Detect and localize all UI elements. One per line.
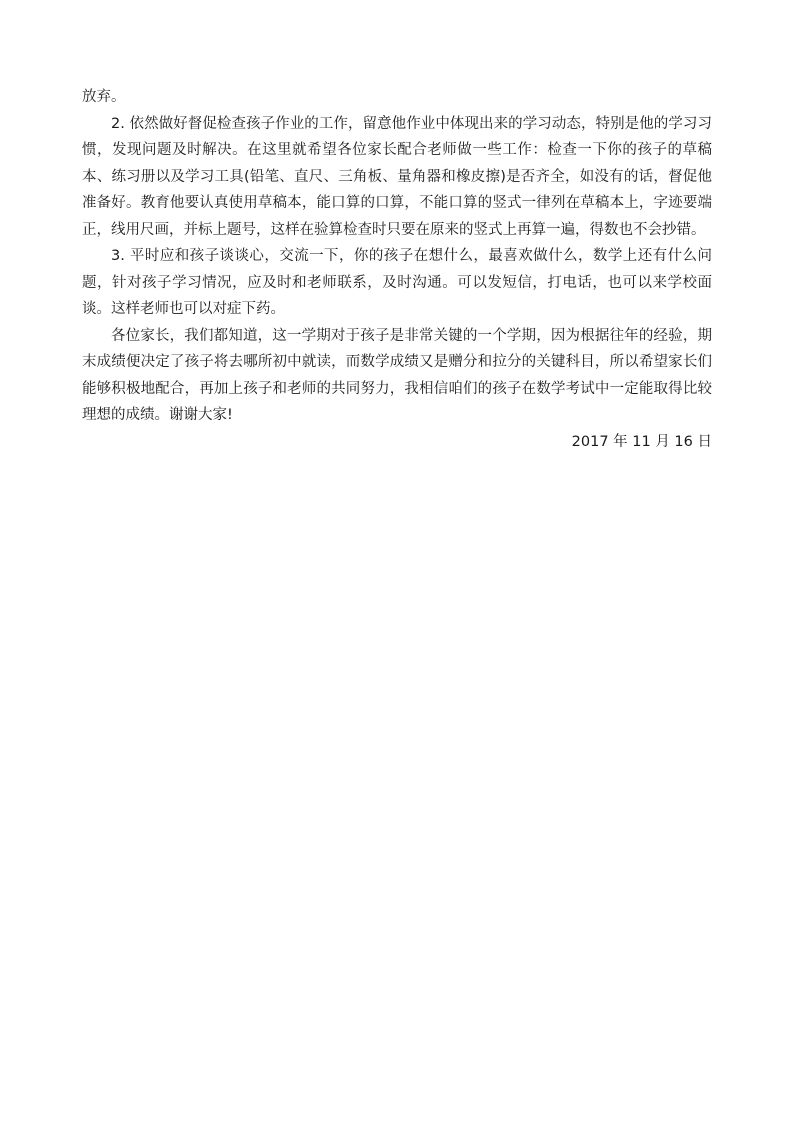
document-date: 2017 年 11 月 16 日 (571, 433, 712, 450)
paragraph-closing: 各位家长，我们都知道，这一学期对于孩子是非常关键的一个学期，因为根据往年的经验，期末成绩便决定了孩子将去哪所初中就读，而数学成绩又是赠分和拉分的关键科目，所以希望家长们能够积极地配合，再加上孩子和老师的共同努力，我相信咱们的孩子在数学考试中一定能取得比较理想的成绩。谢谢大家! (82, 327, 712, 423)
document-body (82, 84, 712, 455)
paragraph-item-3: 3. 平时应和孩子谈谈心，交流一下，你的孩子在想什么，最喜欢做什么，数学上还有什么问题，针对孩子学习情况，应及时和老师联系，及时沟通。可以发短信，打电话，也可以来学校面谈。这样老师也可以对症下药。 (82, 248, 712, 317)
paragraph-item-2: 2. 依然做好督促检查孩子作业的工作，留意他作业中体现出来的学习动态，特别是他的学习习惯，发现问题及时解决。在这里就希望各位家长配合老师做一些工作：检查一下你的孩子的草稿本、练习册以及学习工具(铅笔、直尺、三角板、量角器和橡皮擦)是否齐全，如没有的话，督促他准备好。教育他要认真使用草稿本，能口算的口算，不能口算的竖式一律列在草稿本上，字迹要端正，线用尺画，并标上题号，这样在验算检查时只要在原来的竖式上再算一遍，得数也不会抄错。 (82, 115, 712, 238)
paragraph-continuation: 放弃。 (82, 89, 126, 105)
